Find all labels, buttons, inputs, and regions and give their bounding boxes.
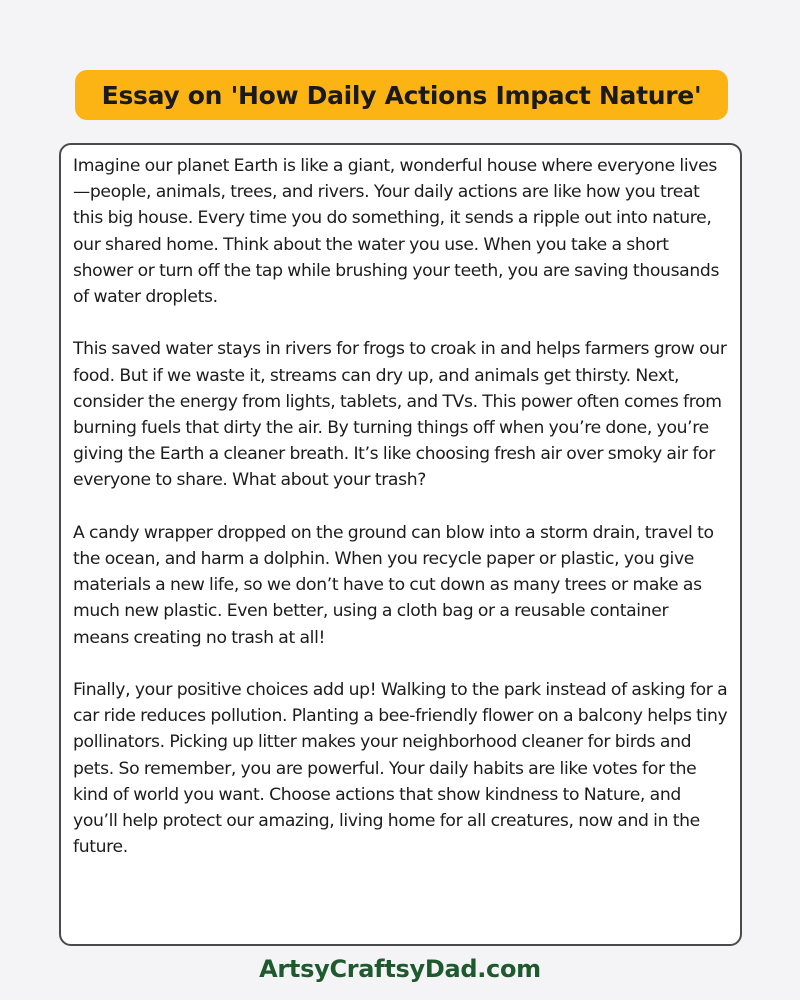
footer-brand: ArtsyCraftsyDad.com: [259, 955, 541, 983]
title-banner: [75, 70, 728, 120]
essay-box: [59, 143, 742, 946]
essay-paragraph-3: A candy wrapper dropped on the ground can blow into a storm drain, travel to the ocean, and harm a dolphin. When you recycle paper or plastic, you give materials a new life, so we don’t have to cut down as many trees or make as much new plastic. Even better, using a cloth bag or a reusable container means creating no trash at all!: [73, 522, 714, 648]
page-title: Essay on 'How Daily Actions Impact Nature': [101, 80, 702, 110]
essay-paragraph-4: Finally, your positive choices add up! Walking to the park instead of asking for a car ride reduces pollution. Planting a bee-friendly flower on a balcony helps tiny pollinators. Picking up litter makes your neighborhood cleaner for birds and pets. So remember, you are powerful. Your daily habits are like votes for the kind of world you want. Choose actions that show kindness to Nature, and you’ll help protect our amazing, living home for all creatures, now and in the future.: [73, 680, 728, 858]
essay-paragraph-2: This saved water stays in rivers for frogs to croak in and helps farmers grow our food. But if we waste it, streams can dry up, and animals get thirsty. Next, consider the energy from lights, tablets, and TVs. This power often comes from burning fuels that dirty the air. By turning things off when you’re done, you’re giving the Earth a cleaner breath. It’s like choosing fresh air over smoky air for everyone to share. What about your trash?: [73, 339, 727, 491]
essay-paragraph-1: Imagine our planet Earth is like a giant, wonderful house where everyone lives—people, animals, trees, and rivers. Your daily actions are like how you treat this big house. Every time you do something, it sends a ripple out into nature, our shared home. Think about the water you use. When you take a short shower or turn off the tap while brushing your teeth, you are saving thousands of water droplets.: [73, 156, 720, 308]
